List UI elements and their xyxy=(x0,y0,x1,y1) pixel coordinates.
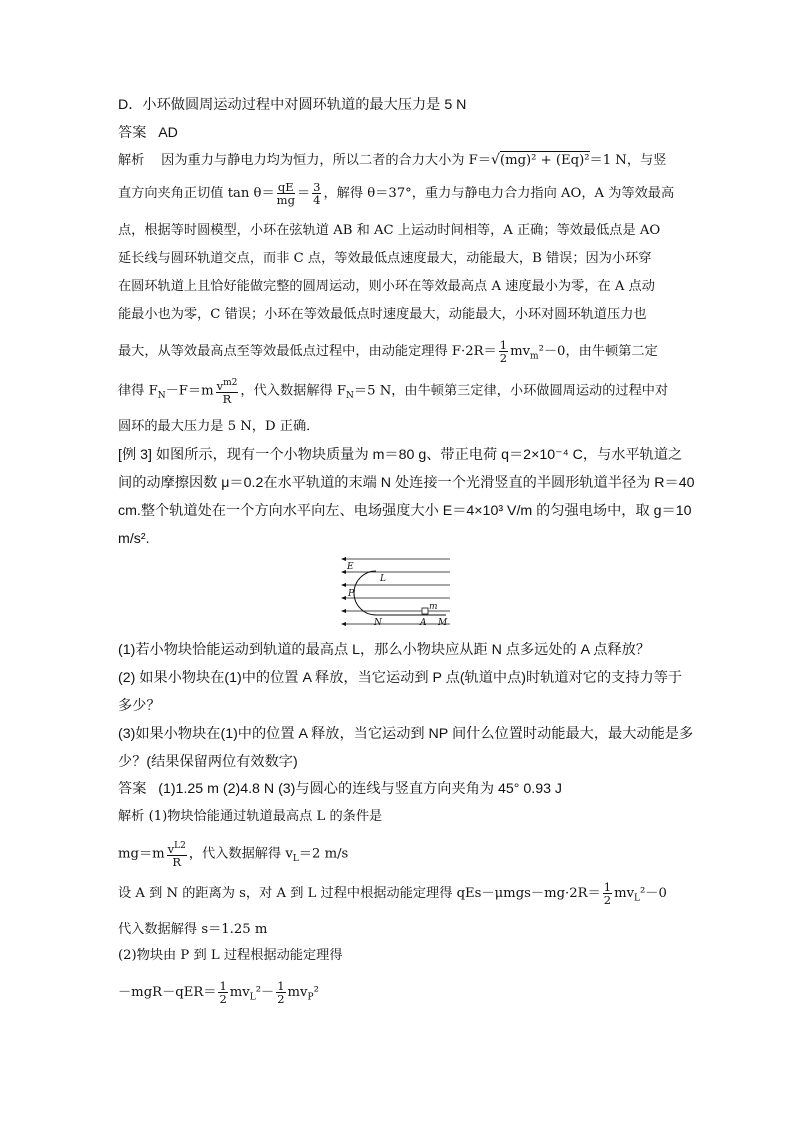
label-a: A xyxy=(420,618,427,628)
explanation-1-line-4: 延长线与圆环轨道交点，而非 C 点，等效最低点速度最大，动能最大，B 错误；因为小环穿 xyxy=(118,251,652,266)
example-3-line-3: cm.整个轨道处在一个方向水平向左、电场强度大小 E＝4×10³ V/m 的匀强电场中，取 g＝10 xyxy=(118,503,692,519)
arrow-head xyxy=(341,583,346,587)
explanation-1-line-6: 能最小也为零，C 错误；小环在等效最低点时速度最大，动能最大，小环对圆环轨道压力也 xyxy=(118,307,647,322)
explanation-label: 解析 xyxy=(118,152,145,167)
fraction-1-2: $\frac{1}{2}$ xyxy=(219,979,227,1006)
arrow-head xyxy=(341,570,346,574)
label-e: E xyxy=(347,562,354,572)
answer-3 xyxy=(118,780,562,798)
text: ²－0，由牛顿第二定 xyxy=(538,344,658,359)
answer-label: 答案 xyxy=(118,781,147,797)
fraction-3-4: $\frac{3}{4}$ xyxy=(313,180,321,207)
text: v xyxy=(216,378,224,393)
field-arrows xyxy=(341,557,346,626)
answer-1 xyxy=(118,124,178,142)
text: mv xyxy=(510,344,531,359)
arrow-head xyxy=(341,557,346,561)
subscript: N xyxy=(346,391,354,402)
text: －mgR－qER＝ xyxy=(118,985,217,1000)
text: ＝5 N，由牛顿第三定律，小环做圆周运动的过程中对 xyxy=(353,383,669,399)
explanation-3-line-5: (2)物块由 P 到 L 过程根据动能定理得 xyxy=(118,948,343,963)
question-3-line-1: (3)如果小物块在(1)中的位置 A 释放，当它运动到 NP 间什么位置时动能最大，最大动能是多 xyxy=(118,726,694,742)
semicircle-track xyxy=(354,571,376,615)
option-d: D．小环做圆周运动过程中对圆环轨道的最大压力是 5 N xyxy=(118,97,467,113)
explanation-3-line-6 xyxy=(118,980,319,1007)
subscript: L xyxy=(249,992,256,1003)
explanation-1-line-8 xyxy=(118,377,668,405)
fraction-1-2: $\frac{1}{2}$ xyxy=(603,880,612,907)
subscript: L xyxy=(292,854,299,865)
label-p: P xyxy=(348,589,355,599)
answer-label: 答案 xyxy=(118,125,147,141)
explanation-3-line-4: 代入数据解得 s＝1.25 m xyxy=(118,922,268,937)
sqrt-content: (mg)² + (Eq)² xyxy=(499,153,590,168)
text: ²－ xyxy=(255,985,275,1000)
subscript: L xyxy=(634,893,641,904)
example-3-line-4: m/s². xyxy=(118,531,150,547)
sqrt-sign: √ xyxy=(491,152,500,168)
question-2-line-2: 多少？ xyxy=(118,698,161,714)
text: mv xyxy=(229,985,250,1000)
text: ，代入数据解得 F xyxy=(240,383,347,399)
text: ＝2 m/s xyxy=(298,846,349,862)
subscript: P xyxy=(307,992,314,1003)
text: 因为重力与静电力均为恒力，所以二者的合力大小为 F＝ xyxy=(161,153,491,168)
text: ²－0 xyxy=(640,886,667,901)
text: 设 A 到 N 的距离为 s，对 A 到 L 过程中根据动能定理得 qEs－μmgs－mg·2R＝ xyxy=(118,886,601,901)
text: 直方向夹角正切值 tan θ＝ xyxy=(118,186,275,201)
electric-field-figure xyxy=(340,553,455,631)
explanation-3-line-1: 解析 (1)物块恰能通过轨道最高点 L 的条件是 xyxy=(118,809,383,824)
block-m xyxy=(422,608,428,614)
arrow-head xyxy=(341,622,346,626)
text: v xyxy=(167,841,175,856)
fraction-vl2-r: $\frac{v^{L2}}{R}$ xyxy=(167,841,186,869)
answer-value: (1)1.25 m (2)4.8 N (3)与圆心的连线与竖直方向夹角为 45° 0.93 J xyxy=(158,781,563,797)
superscript: m2 xyxy=(223,378,238,388)
answer-value: AD xyxy=(158,125,178,141)
text: mg＝m xyxy=(118,846,165,862)
explanation-3-line-3 xyxy=(118,881,667,908)
label-l: L xyxy=(380,574,386,584)
example-3-line-2: 间的动摩擦因数 μ＝0.2在水平轨道的末端 N 处连接一个光滑竖直的半圆形轨道半径为 R＝40 xyxy=(118,475,695,491)
text: ＝1 N，与竖 xyxy=(589,153,667,168)
question-3-line-2: 少？(结果保留两位有效数字) xyxy=(118,754,298,770)
explanation-1-line-7 xyxy=(118,339,658,366)
explanation-1-line-9: 圆环的最大压力是 5 N，D 正确． xyxy=(118,419,320,434)
text: ，解得 θ＝37°，重力与静电力合力指向 AO，A 为等效最高 xyxy=(323,186,675,201)
question-2-line-1: (2) 如果小物块在(1)中的位置 A 释放，当它运动到 P 点(轨道中点)时轨道对它的支持力等于 xyxy=(118,670,683,686)
field-lines xyxy=(344,559,450,624)
superscript: L2 xyxy=(174,841,186,851)
arrow-head xyxy=(341,596,346,600)
text: 律得 F xyxy=(118,383,158,399)
arrow-head xyxy=(341,609,346,613)
label-n: N xyxy=(374,618,382,628)
explanation-1-line-5: 在圆环轨道上且恰好能做完整的圆周运动，则小环在等效最高点 A 速度最小为零，在 A 点动 xyxy=(118,279,655,294)
explanation-3-line-2 xyxy=(118,840,348,868)
subscript: m xyxy=(530,351,539,362)
text: ² xyxy=(313,985,319,1000)
label-mass: m xyxy=(429,602,438,612)
question-1: (1)若小物块恰能运动到轨道的最高点 L，那么小物块应从距 N 点多远处的 A 点释放？ xyxy=(118,642,651,658)
explanation-1-line-3: 点，根据等时圆模型，小环在弦轨道 AB 和 AC 上运动时间相等，A 正确；等效最低点是 AO xyxy=(118,223,661,238)
text: ＝ xyxy=(296,186,311,201)
label-m-point: M xyxy=(438,618,448,628)
fraction-1-2: $\frac{1}{2}$ xyxy=(277,979,285,1006)
text: ，代入数据解得 v xyxy=(188,846,293,862)
subscript: N xyxy=(157,391,166,402)
example-3-line-1: [例 3] 如图所示，现有一个小物块质量为 m＝80 g、带正电荷 q＝2×10⁻⁴ C，与水平轨道之 xyxy=(118,447,683,463)
fraction-qe-mg: $\frac{qE}{mg}$ xyxy=(276,180,295,207)
text: mv xyxy=(614,886,635,901)
text: 最大，从等效最高点至等效最低点过程中，由动能定理得 F·2R＝ xyxy=(118,344,497,359)
explanation-1-line-1 xyxy=(118,151,666,170)
text: mv xyxy=(287,985,308,1000)
fraction-vm2-r: $\frac{v^{m2}}{R}$ xyxy=(216,378,238,406)
explanation-1-line-2 xyxy=(118,181,674,206)
fraction-1-2: $\frac{1}{2}$ xyxy=(499,338,508,365)
text: －F＝m xyxy=(165,383,214,399)
